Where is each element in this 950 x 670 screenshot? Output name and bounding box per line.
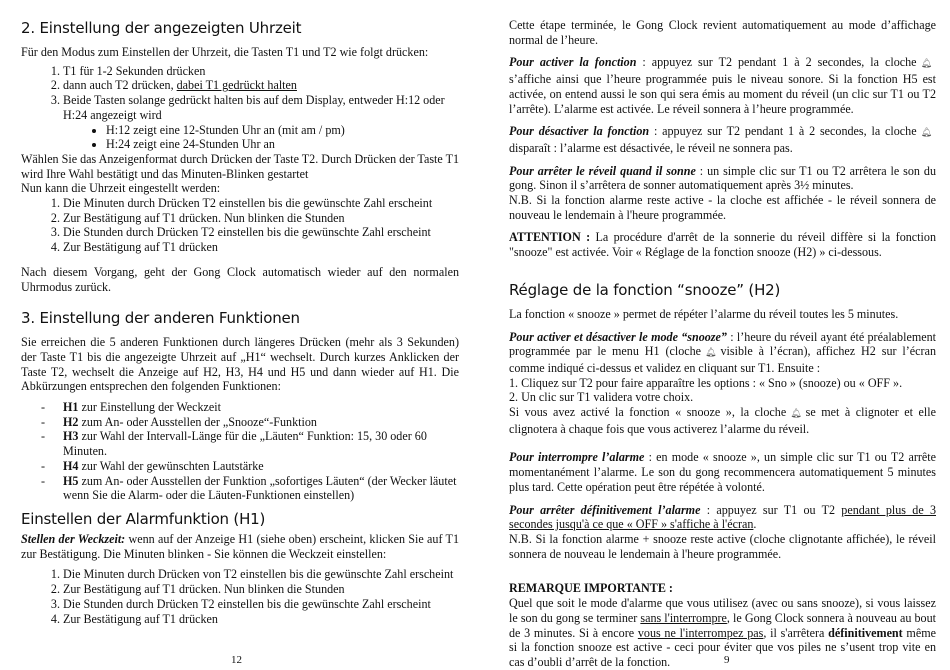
bell-icon: 🔔︎ [920,59,932,70]
stop-nb: N.B. Si la fonction alarme reste active - la cloche est affichée - le réveil sonnera de nouveau le lendemain à l'heure programmée. [509,193,936,222]
important-note-text: Quel que soit le mode d'alarme que vous utilisez (avec ou sans snooze), si vous laissez le son du gong se terminer sans l'interrompre, le Gong Clock sonnera à nouveau au bout de 3 minutes. Si à encore vous ne l'interrompez pas, il s'arrêtera définitivement même si la fonction snooze est active - ceci pour éviter que vos piles ne s’usent trop vite en cas d’oubli d’arrêt de la fonction. [509,596,936,669]
list-item: 2. Zur Bestätigung auf T1 drücken. Nun blinken die Stunden [63,211,459,226]
stop-paragraph: Pour arrêter le réveil quand il sonne : un simple clic sur T1 ou T2 arrêtera le son du gong. Sinon il s’arrêtera de sonner automatiquement après 3½ minutes. [509,163,937,193]
bell-icon: 🔔︎ [705,348,717,359]
now-text: Nun kann die Uhrzeit eingestellt werden: [21,181,221,196]
alarm-text: Stellen der Weckzeit: wenn auf der Anzeige H1 (siehe oben) erscheint, klicken Sie auf T1 zur Bestätigung. Die Minuten blinken - Sie können die Weckzeit einstellen: [21,531,459,561]
list-item: - H4 zur Wahl der gewünschten Lautstärke [63,459,459,474]
time-steps [21,64,459,123]
list-item: 3. Beide Tasten solange gedrückt halten bis auf dem Display, entweder H:12 oder H:24 angezeigt wird [63,93,459,122]
after-text: Nach diesem Vorgang, geht der Gong Clock automatisch wieder auf den normalen Uhrmodus zurück. [21,264,459,294]
snooze-step-1: 1. Cliquez sur T2 pour faire apparaître les options : « Sno » (snooze) ou « OFF ». [509,375,903,390]
snooze-intro: La fonction « snooze » permet de répéter l’alarme du réveil toutes les 5 minutes. [509,306,899,321]
right-page [475,0,950,670]
list-item: 1. Die Minuten durch Drücken von T2 einstellen bis die gewünschte Zahl erscheint [63,567,459,582]
alarm-steps [21,567,459,626]
other-text: Sie erreichen die 5 anderen Funktionen durch längeres Drücken (mehr als 3 Sekunden) der Taste T1 bis die angezeigte Uhrzeit auf „H1“ wechselt. Durch kurzes Anklicken der Taste T2, wechselt die Anzeige auf H2, H3, H4 und H5 und dann wieder auf H1. Die Abkürzungen entsprechen den folgenden Funktionen: [21,335,459,394]
snooze-step-2: 2. Un clic sur T1 validera votre choix. [509,390,694,405]
list-item: • H:24 zeigt eine 24-Stunden Uhr an [106,137,459,152]
list-item: - H2 zum An- oder Ausstellen der „Snooze“-Funktion [63,415,459,430]
time-steps-2 [21,196,459,255]
definitive-nb: N.B. Si la fonction alarme + snooze reste active (cloche clignotante affichée), le réveil sonnera de nouveau le lendemain à l'heure programmée. [509,531,936,561]
important-note-heading: REMARQUE IMPORTANTE : [509,581,673,596]
snooze-blink-paragraph: Si vous avez activé la fonction « snooze », la cloche 🔔︎ se met à clignoter et elle clignotera à chaque fois que vous activerez l’alarme du réveil. [509,405,936,436]
list-item: 3. Die Stunden durch Drücken T2 einstellen bis die gewünschte Zahl erscheint [63,225,459,240]
list-item: • H:12 zeigt eine 12-Stunden Uhr an (mit am / pm) [106,123,459,138]
list-item: - H3 zur Wahl der Intervall-Länge für die „Läuten“ Funktion: 15, 30 oder 60 Minuten. [63,429,459,458]
underlined-text: dabei T1 gedrückt halten [176,78,297,93]
deactivate-paragraph: Pour désactiver la fonction : appuyez sur T2 pendant 1 à 2 secondes, la cloche 🔔︎disparaît : l’alarme est désactivée, le réveil ne sonnera pas. [509,124,933,155]
intro-text: Cette étape terminée, le Gong Clock revient automatiquement au mode d’affichage normal de l’heure. [509,18,936,47]
bell-icon: 🔔︎ [790,409,802,420]
list-item: 2. Zur Bestätigung auf T1 drücken. Nun blinken die Stunden [63,582,459,597]
definitive-stop-paragraph: Pour arrêter définitivement l’alarme : appuyez sur T1 ou T2 pendant plus de 3 secondes jusqu'à ce que « OFF » s'affiche à l'écran. [509,502,937,532]
heading-time-setting: 2. Einstellung der angezeigten Uhrzeit [21,19,302,37]
list-item: 1. Die Minuten durch Drücken T2 einstellen bis die gewünschte Zahl erscheint [63,196,459,211]
list-item: - H1 zur Einstellung der Weckzeit [63,400,459,415]
list-item: 1. T1 für 1-2 Sekunden drücken [63,64,459,79]
time-intro: Für den Modus zum Einstellen der Uhrzeit, die Tasten T1 und T2 wie folgt drücken: [21,45,429,59]
heading-other-functions: 3. Einstellung der anderen Funktionen [21,309,300,328]
heading-alarm-function: Einstellen der Alarmfunktion (H1) [21,509,266,528]
bell-icon: 🔔︎ [920,128,933,139]
page-number: 9 [724,654,730,667]
functions-list [21,400,459,503]
interrupt-paragraph: Pour interrompre l’alarme : en mode « snooze », un simple clic sur T1 ou T2 arrête momentanément l’alarme. Le son du gong recommencera automatiquement 5 minutes plus tard. Cette opération peut être répétée à volonté. [509,450,936,494]
list-item: 2. dann auch T2 drücken, dabei T1 gedrückt halten [63,78,459,93]
format-text: Wählen Sie das Anzeigenformat durch Drücken der Taste T2. Durch Drücken der Taste T1 wird Ihre Wahl bestätigt und das Minuten-Blinken gestartet [21,151,460,181]
snooze-paragraph: Pour activer et désactiver le mode “snooze” : l’heure du réveil ayant été préalablement programmée par le menu H1 (cloche 🔔︎ visible à l’écran), affichez H2 sur l’écran comme indiqué ci-dessus et validez en cliquant sur T1. Ensuite : [509,329,937,375]
attention-paragraph: ATTENTION : La procédure d'arrêt de la sonnerie du réveil diffère si la fonction "snooze" est activée. Voir « Réglage de la fonction snooze (H2) » ci-dessous. [509,230,936,260]
list-item: 3. Die Stunden durch Drücken T2 einstellen bis die gewünschte Zahl erscheint [63,597,459,612]
activate-paragraph: Pour activer la fonction : appuyez sur T2 pendant 1 à 2 secondes, la cloche 🔔︎s’affiche ainsi que l’heure programmée puis le niveau sonore. Si la fonction H5 est activée, on entend aussi le son qui sera émis au moment du réveil (un clic sur T1 ou T2 l’arrête). L’alarme est activée. Le réveil sonnera à l’heure programmée. [509,55,936,116]
heading-snooze: Réglage de la fonction “snooze” (H2) [509,280,781,299]
format-bullets [21,123,459,152]
page-number: 12 [231,654,242,667]
list-item: - H5 zum An- oder Ausstellen der Funktion „sofortiges Läuten“ (der Wecker läutet wenn Sie die Alarm- oder die Läuten-Funktionen einstellen) [63,474,459,503]
list-item: 4. Zur Bestätigung auf T1 drücken [63,240,459,255]
list-item: 4. Zur Bestätigung auf T1 drücken [63,612,459,627]
